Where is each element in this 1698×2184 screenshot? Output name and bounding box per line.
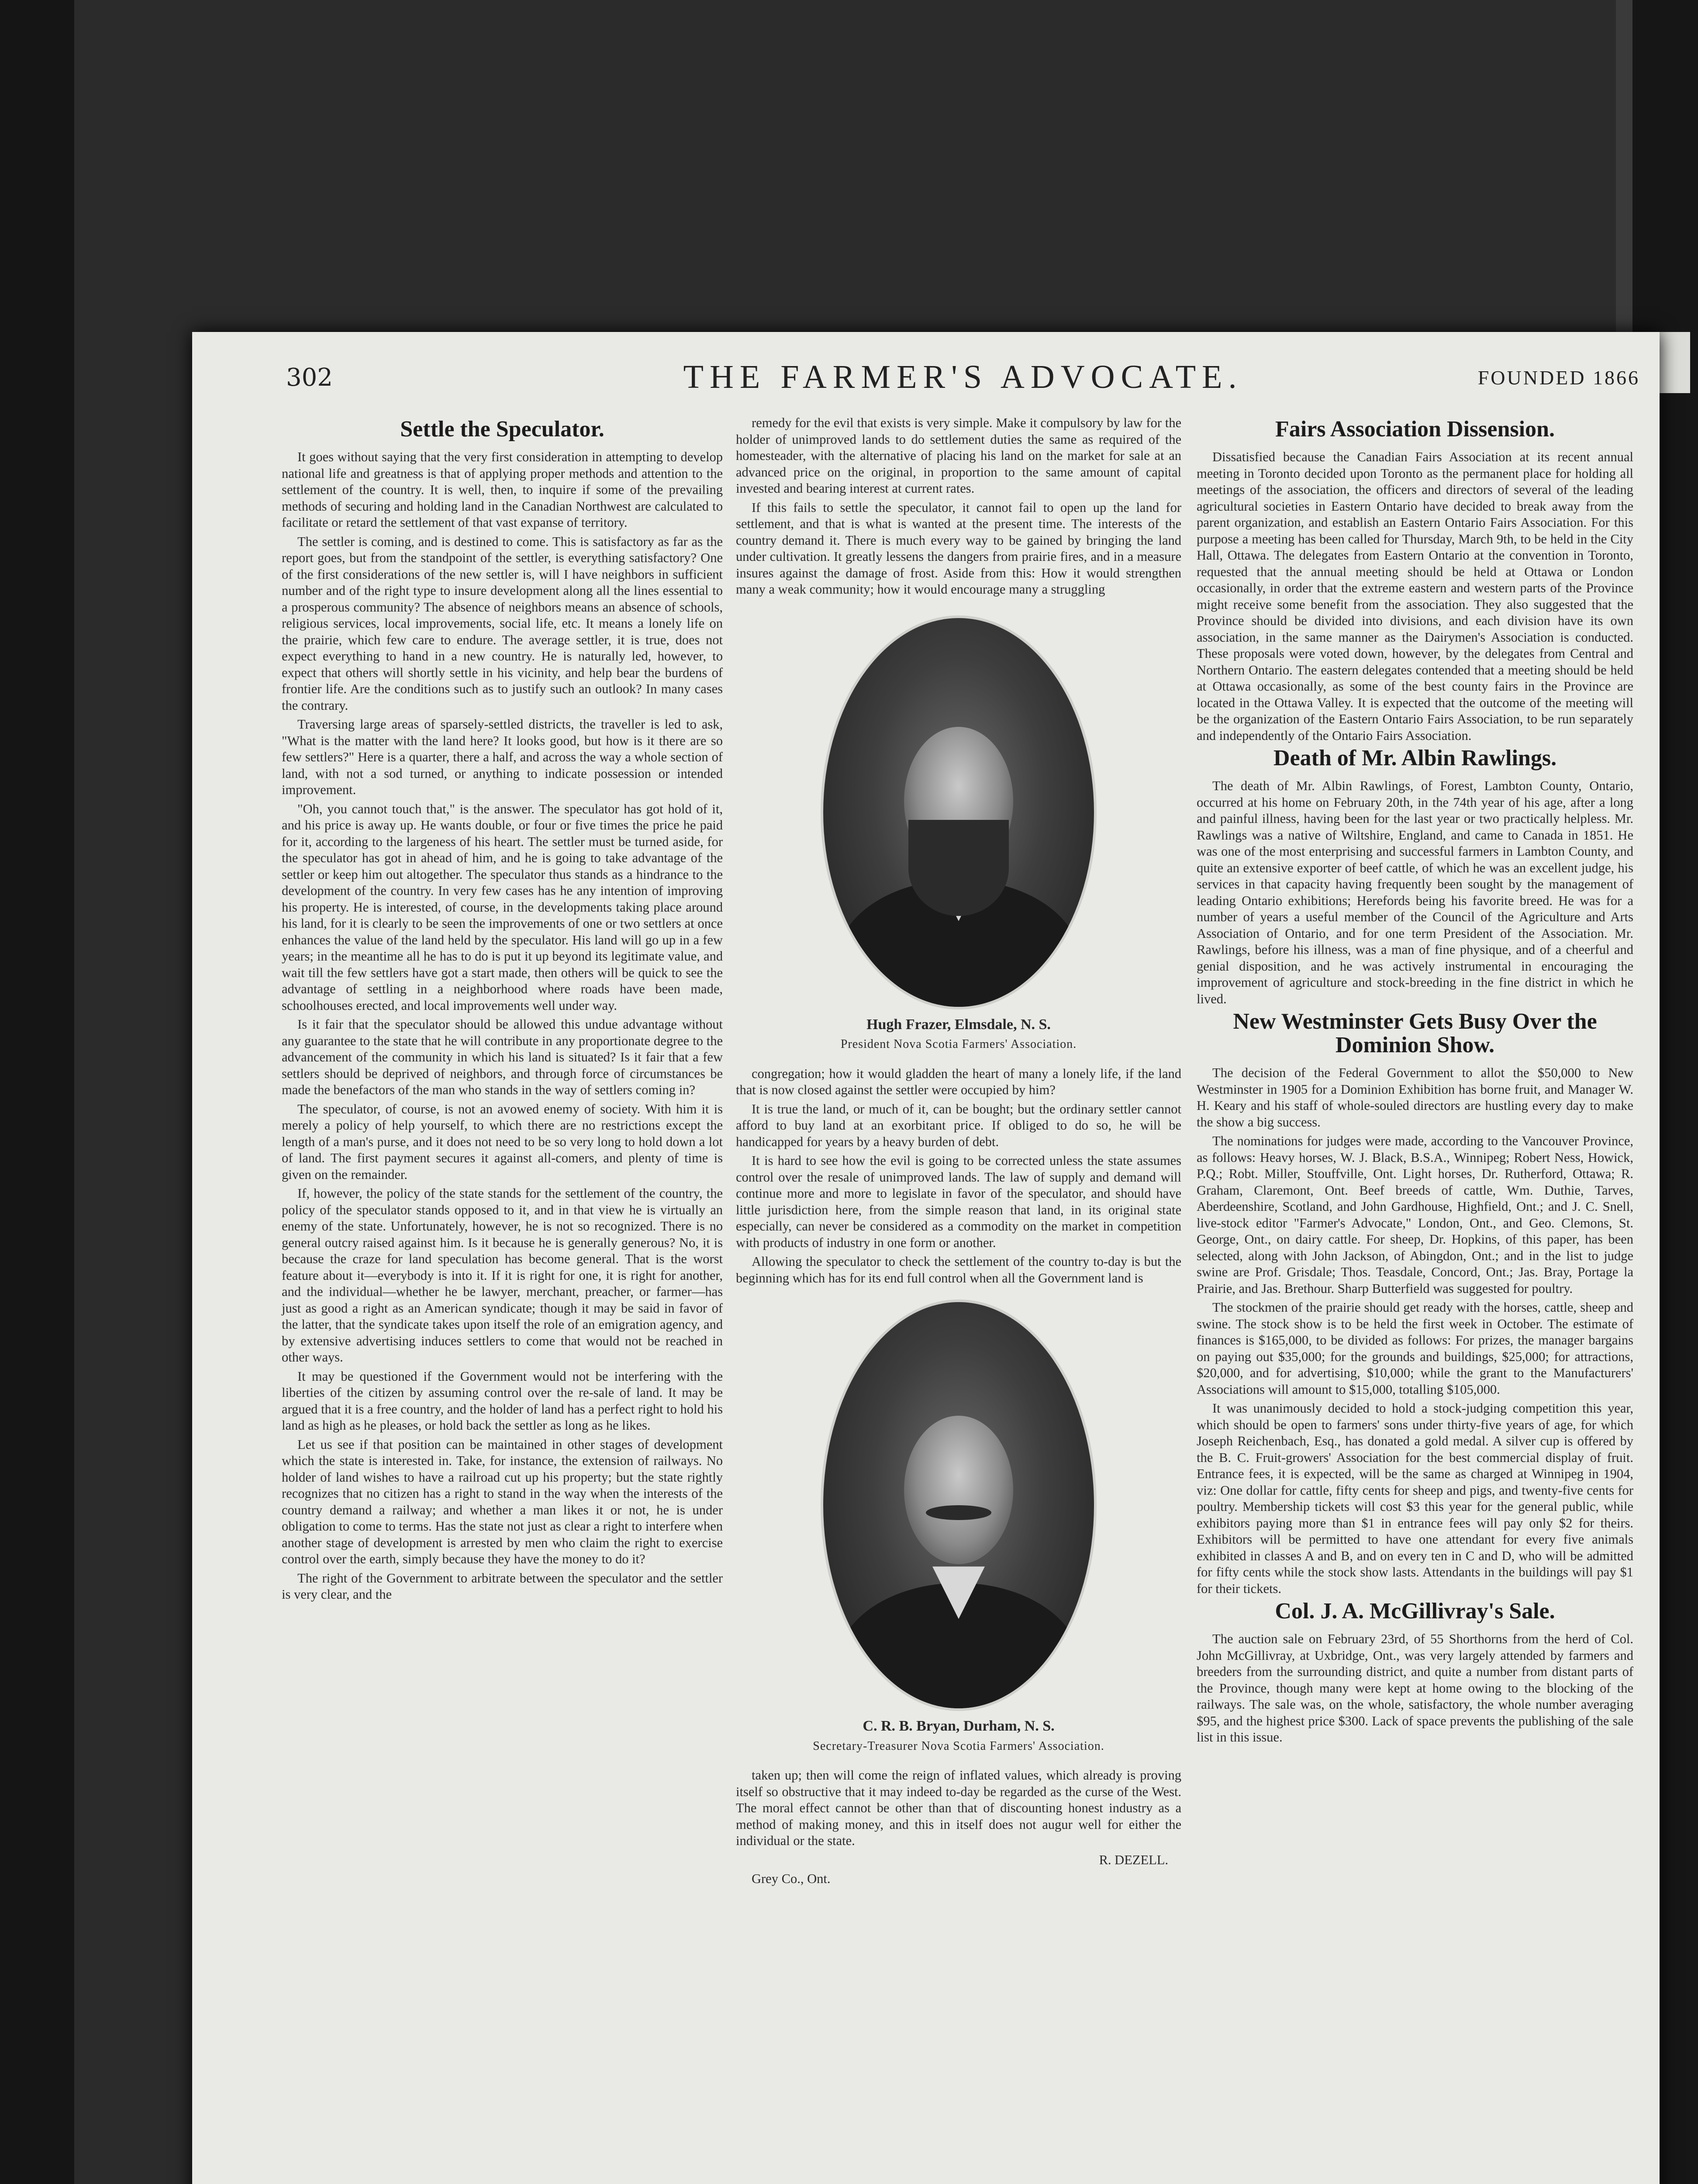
paragraph: remedy for the evil that exists is very simple. Make it compulsory by law for the holder of unimproved lands to do settlement duties the same as required of the homesteader, with the alternative of placing his land on the market for sale at an advanced price on the original, in proportion to the same amount of capital invested and bearing interest at current rates. xyxy=(736,415,1181,496)
paragraph: Allowing the speculator to check the settlement of the country to-day is but the beginning which has for its end full control when all the Government land is xyxy=(736,1254,1181,1286)
film-border-left xyxy=(0,0,74,2184)
page-edge-tab xyxy=(1660,332,1690,393)
page-number: 302 xyxy=(286,363,333,392)
news-item xyxy=(1197,1010,1633,1597)
paragraph: "Oh, you cannot touch that," is the answer. The speculator has got hold of it, and his price is away up. He wants double, or four or five times the price he paid for it, according to the largeness of his heart. The settler must be turned aside, for the speculator has got in ahead of him, and he is going to take advantage of the settler or keep him out altogether. The speculator thus stands as a hindrance to the development of the country. In very few cases has he any intention of improving his property. He is interested, of course, in the developments taking place around his land, for it is clearly to be seen the improvements of one or two settlers at once enhances the value of the land held by the speculator. His land will go up in a few years; in the meantime all he has to do is put it up beyond its legitimate value, and wait till the few settlers have got a start made, then others will be quick to see the advantage of settling in a neighborhood where roads have been made, schoolhouses erected, and local improvements well under way. xyxy=(282,801,723,1013)
paragraph: The settler is coming, and is destined to come. This is satisfactory as far as the report goes, but from the standpoint of the settler, is everything satisfactory? One of the first considerations of the new settler is, will I have neighbors in sufficient number and of the right type to insure development along all the lines essential to a prosperous community? The absence of neighbors means an absence of schools, religious services, local improvements, social life, etc. It means a lonely life on the prairie, which few care to endure. The average settler, it is true, does not expect everything to hand in a new country. He is naturally led, however, to expect that others will shortly settle in his vicinity, and help bear the burdens of frontier life. Are the conditions such as to justify such an outlook? In many cases the contrary. xyxy=(282,534,723,713)
article-heading: Settle the Speculator. xyxy=(400,417,604,442)
paragraph: If, however, the policy of the state stands for the settlement of the country, the policy of the speculator stands opposed to it, and in that view he is virtually an enemy of the state. Unfortunately, however, he is not so recognized. There is no general outcry raised against him. Is it because he is generally generous? No, it is because the craze for land speculation has become general. That is the worst feature about it—everybody is into it. If it is right for one, it is right for another, and the individual—whether he be lawyer, merchant, preacher, or farmer—has just as good a right as an American syndicate; though it may be said in favor of the latter, that the syndicate takes upon itself the role of an emigration agency, and by extensive advertising induces settlers to come that would not be reached in other ways. xyxy=(282,1186,723,1365)
paragraph: The decision of the Federal Government to allot the $50,000 to New Westminster in 1905 for a Dominion Exhibition has borne fruit, and Manager W. H. Keary and his staff of whole-souled directors are hustling every day to make the show a big success. xyxy=(1197,1065,1633,1130)
paragraph: The speculator, of course, is not an avowed enemy of society. With him it is merely a policy of help yourself, to which there are no restrictions except the length of a man's purse, and it does not need to be so very long to hold down a lot of land. The first payment secures it against all-comers, and plenty of time is given on the remainder. xyxy=(282,1101,723,1182)
article-body-continued xyxy=(736,415,1181,598)
portrait-caption-name: Hugh Frazer, Elmsdale, N. S. xyxy=(866,1016,1051,1033)
column-middle xyxy=(736,415,1181,1890)
column-left xyxy=(282,415,723,1606)
article-body-continued xyxy=(736,1767,1181,1849)
column-right xyxy=(1197,415,1633,1749)
paragraph: The stockmen of the prairie should get ready with the horses, cattle, sheep and swine. The stock show is to be held the first week in October. The estimate of finances is $165,000, to be divided as follows: For prizes, the manager bargains on paying out $35,000; for the grounds and buildings, $25,000; for attractions, $20,000, and for advertising, $10,000; while the grant to the Manufacturers' Associations will amount to $15,000, totalling $105,000. xyxy=(1197,1300,1633,1397)
paragraph: It was unanimously decided to hold a stock-judging competition this year, which should be open to farmers' sons under thirty-five years of age, for which Joseph Reichenbach, Esq., has donated a gold medal. A silver cup is offered by the B. C. Fruit-growers' Association for the best commercial display of fruit. Entrance fees, it is expected, will be the same as charged at Winnipeg in 1904, viz: One dollar for cattle, fifty cents for sheep and pigs, and twenty-five cents for poultry. Membership tickets will cost $3 this year for the general public, while exhibitors paying more than $1 in entrance fees will pay only $2 for theirs. Exhibitors will be permitted to have one attendant for every five animals exhibited in classes A and B, and on every ten in C and D, who will be admitted for fifty cents while the stock show lasts. Attendants in the buildings will pay $1 for their tickets. xyxy=(1197,1401,1633,1596)
paragraph: It is hard to see how the evil is going to be corrected unless the state assumes control over the resale of unimproved lands. The law of supply and demand will continue more and more to legislate in favor of the speculator, and should have little jurisdiction here, from the simple reason that land, in its original state especially, can never be considered as a commodity on the market in competition with products of industry in one form or another. xyxy=(736,1153,1181,1250)
portrait-photo xyxy=(821,1299,1097,1711)
paragraph: taken up; then will come the reign of inflated values, which already is proving itself so obstructive that it may indeed to-day be regarded as the curse of the West. The moral effect cannot be other than that of discounting honest industry as a method of making money, and this in itself does not augur well for either the individual or the state. xyxy=(736,1768,1181,1848)
paragraph: The nominations for judges were made, according to the Vancouver Province, as follows: Heavy horses, W. J. Black, B.S.A., Winnipeg; Robert Ness, Howick, P.Q.; Robt. Miller, Stouffville, Ont. Light horses, Dr. Rutherford, Ottawa; R. Graham, Claremont, Ont. Beef breeds of cattle, Wm. Duthie, Tarves, Aberdeenshire, Scotland, and John Gardhouse, Highfield, Ont.; and J. C. Snell, live-stock editor "Farmer's Advocate," London, Ont., and Geo. Clemons, St. George, Ont., on dairy cattle. For sheep, Dr. Hopkins, of this paper, has been selected, along with John Jackson, of Abingdon, Ont.; and in the list to judge swine are Prof. Grisdale; Thos. Teasdale, Concord, Ont.; Jas. Bray, Portage la Prairie, and Jas. Brethour. Sharp Butterfield was suggested for poultry. xyxy=(1197,1133,1633,1296)
article-body-continued xyxy=(736,1066,1181,1287)
portrait-caption-title: President Nova Scotia Farmers' Association. xyxy=(840,1037,1077,1051)
paragraph: It goes without saying that the very first consideration in attempting to develop national life and greatness is that of applying proper methods and attention to the settlement of the country. It is well, then, to inquire if some of the prevailing methods of securing and holding land in the Canadian Northwest are calculated to facilitate or retard the settlement of that vast expanse of territory. xyxy=(282,449,723,530)
founded-label: FOUNDED 1866 xyxy=(1477,366,1640,389)
paragraph: It may be questioned if the Government would not be interfering with the liberties of the citizen by assuming control over the re-sale of land. It may be argued that it is a free country, and the holder of land has a perfect right to hold his land as high as he pleases, or hold back the settler as long as he likes. xyxy=(282,1368,723,1433)
news-heading: New Westminster Gets Busy Over the Dominion Show. xyxy=(1233,1009,1597,1057)
portrait-photo xyxy=(821,615,1097,1009)
masthead-title: THE FARMER'S ADVOCATE. xyxy=(683,359,1243,395)
portrait-hugh-frazer xyxy=(736,615,1181,1053)
paragraph: The auction sale on February 23rd, of 55 Shorthorns from the herd of Col. John McGillivray, at Uxbridge, Ont., was very largely attended by farmers and breeders from the surrounding district, and quite a number from distant parts of the Province, though many were kept at home owing to the blocking of the railways. The sale was, on the whole, satisfactory, the whole number averaging $95, and the highest price $300. Lack of space prevents the publishing of the sale list in this issue. xyxy=(1197,1631,1633,1745)
news-heading: Col. J. A. McGillivray's Sale. xyxy=(1275,1599,1555,1624)
news-item xyxy=(1197,746,1633,1007)
news-item xyxy=(1197,418,1633,744)
paragraph: It is true the land, or much of it, can be bought; but the ordinary settler cannot afford to buy land at an exorbitant price. If obliged to do so, he will be handicapped for years by a heavy burden of debt. xyxy=(736,1101,1181,1149)
paragraph: The death of Mr. Albin Rawlings, of Forest, Lambton County, Ontario, occurred at his home on February 20th, in the 74th year of his age, after a long and painful illness, having been for the last year or two practically helpless. Mr. Rawlings was a native of Wiltshire, England, and came to Canada in 1851. He was one of the most enterprising and successful farmers in Lambton County, and quite an extensive exporter of beef cattle, of which he was an excellent judge, his services in that capacity having frequently been sought by the management of leading Ontario exhibitions; Herefords being his favorite breed. He was for a number of years a useful member of the Council of the Agriculture and Arts Association of Ontario, and for one term President of the Association. Mr. Rawlings, before his illness, was a man of fine physique, and of a cheerful and genial disposition, and he was actively instrumental in encouraging the improvement of agriculture and stock-breeding in the fine district in which he lived. xyxy=(1197,778,1633,1006)
portrait-cr-bryan xyxy=(736,1299,1181,1754)
paragraph: If this fails to settle the speculator, it cannot fail to open up the land for settlement, and that is what is wanted at the present time. The interests of the country demand it. There is much every way to be gained by bringing the land under cultivation. It greatly lessens the dangers from prairie fires, and in a measure insures against the damage of frost. Aside from this: How it would strengthen many a weak community; how it would encourage many a struggling xyxy=(736,500,1181,597)
newspaper-page xyxy=(192,332,1660,2184)
news-item xyxy=(1197,1600,1633,1746)
paragraph: Dissatisfied because the Canadian Fairs Association at its recent annual meeting in Toronto decided upon Toronto as the permanent place for holding all meetings of the association, the officers and directors of several of the leading agricultural societies in Eastern Ontario have decided to break away from the parent organization, and establish an Eastern Ontario Fairs Association. For this purpose a meeting has been called for Thursday, March 9th, to be held in the City Hall, Ottawa. The delegates from Eastern Ontario at the convention in Toronto, requested that the annual meeting should be held at Ottawa or London occasionally, in order that the extreme eastern and western parts of the Province might receive some benefit from the association. They also suggested that the Province should be divided into divisions, and each division have its own association, in the same manner as the Dairymen's Association is conducted. These proposals were voted down, however, by the delegates from Central and Northern Ontario. The eastern delegates contended that a meeting should be held at Ottawa occasionally, as some of the best county fairs in the Province are located in the Ottawa Valley. It is expected that the outcome of the meeting will be the organization of the Eastern Ontario Fairs Association, to be run separately and independently of the Ontario Fairs Association. xyxy=(1197,449,1633,743)
portrait-caption-title: Secretary-Treasurer Nova Scotia Farmers' Association. xyxy=(813,1739,1104,1753)
portrait-caption-name: C. R. B. Bryan, Durham, N. S. xyxy=(863,1718,1055,1734)
author-signature: R. DEZELL. xyxy=(1099,1852,1168,1867)
paragraph: congregation; how it would gladden the heart of many a lonely life, if the land that is now closed against the settler were occupied by him? xyxy=(736,1066,1181,1097)
paragraph: Traversing large areas of sparsely-settled districts, the traveller is led to ask, "What is the matter with the land here? It looks good, but how is it there are so few settlers?" Here is a quarter, there a half, and across the way a whole section of land, with not a sod turned, or anything to indicate possession or intended improvement. xyxy=(282,717,723,797)
article-body xyxy=(282,449,723,1603)
news-items xyxy=(1197,418,1633,1746)
paragraph: Is it fair that the speculator should be allowed this undue advantage without any guarantee to the state that he will contribute in any proportionate degree to the advancement of the community in which his land is situated? Is it fair that a few settlers should be deprived of neighbors, and through force of circumstances be made the benefactors of the man who stands in the way of settlers coming in? xyxy=(282,1017,723,1097)
page-header xyxy=(286,358,1640,406)
paragraph: The right of the Government to arbitrate between the speculator and the settler is very clear, and the xyxy=(282,1570,723,1602)
news-heading: Fairs Association Dissension. xyxy=(1275,417,1555,442)
news-heading: Death of Mr. Albin Rawlings. xyxy=(1273,746,1557,771)
paragraph: Let us see if that position can be maintained in other stages of development which the state is interested in. Take, for instance, the extension of railways. No holder of land wishes to have a railroad cut up his property; but the state rightly recognizes that no citizen has a right to stand in the way when the interests of the country demand a railway; and whether a man likes it or not, he is under obligation to come to terms. Has the state not just as clear a right to interfere when another stage of development is arrested by men who claim the right to exercise control over the earth, simply because they have the money to do it? xyxy=(282,1437,723,1566)
author-location: Grey Co., Ont. xyxy=(752,1871,831,1886)
